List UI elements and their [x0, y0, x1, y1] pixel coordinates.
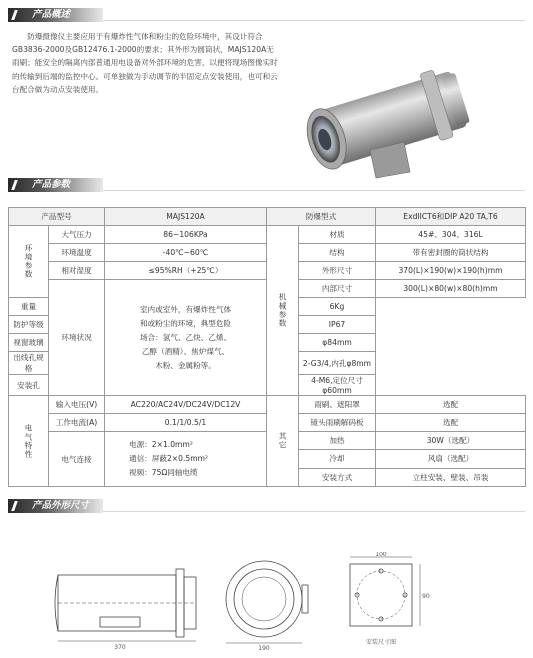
glass-value: φ84mm — [299, 334, 376, 352]
conn-line: 通信：屏蔽2×0.5mm² — [129, 454, 209, 463]
env-cond-line: 场合：氢气、乙炔、乙烯、 — [139, 332, 232, 342]
dims-section-header — [8, 499, 525, 513]
table-row — [9, 208, 526, 226]
dims-title: 产品外形尺寸 — [32, 500, 90, 511]
cable-label: 出线孔规格 — [9, 352, 49, 375]
temp-value: -40℃~60℃ — [105, 244, 267, 262]
overview-text-block — [12, 30, 280, 96]
current-value: 0.1/1/0.5/1 — [105, 414, 267, 432]
model-value: MAJS120A — [105, 208, 267, 226]
ip-label: 防护等级 — [9, 316, 49, 334]
weight-value: 6Kg — [299, 298, 376, 316]
mount-value: 4-M6,定位尺寸φ60mm — [299, 375, 376, 396]
structure-value: 带有密封圈的筒状结构 — [376, 244, 526, 262]
side-view-drawing — [50, 555, 210, 651]
install-label: 安装方式 — [299, 468, 376, 486]
env-cond-value — [105, 280, 267, 396]
env-group-label: 环境参数 — [9, 226, 49, 298]
temp-label: 环境温度 — [49, 244, 105, 262]
env-cond-label: 环境状况 — [49, 280, 105, 396]
conn-label: 电气连接 — [49, 432, 105, 487]
table-row — [9, 396, 526, 414]
conn-line: 视频：75Ω同轴电缆 — [129, 468, 198, 477]
heat-value: 30W（选配） — [376, 432, 526, 450]
mech-group-label: 机械参数 — [267, 226, 299, 396]
mount-dimension-drawing — [340, 552, 430, 656]
right-dim-label: 90 — [422, 593, 430, 600]
params-section-header — [8, 178, 525, 192]
side-dim-label: 370 — [114, 644, 126, 651]
camera-product-image — [292, 60, 492, 180]
env-cond-line: 木粉、金属粉等。 — [155, 360, 216, 370]
cool-value: 风扇（选配） — [376, 450, 526, 468]
cable-value: 2-G3/4,内孔φ8mm — [299, 352, 376, 375]
humidity-label: 相对湿度 — [49, 262, 105, 280]
wiper-value: 选配 — [376, 396, 526, 414]
conn-line: 电源：2×1.0mm² — [129, 440, 193, 449]
outer-label: 外形尺寸 — [299, 262, 376, 280]
env-cond-line: 和或粉尘的环境，典型危险 — [139, 318, 232, 328]
top-dim-label: 100 — [375, 552, 387, 558]
env-cond-line: 室内或室外，有爆炸性气体 — [139, 304, 232, 314]
ex-value: ExdIICT6和DIP A20 TA,T6 — [376, 208, 526, 226]
pressure-value: 86~106KPa — [105, 226, 267, 244]
front-dim-label: 190 — [258, 645, 270, 651]
conn-value — [105, 432, 267, 487]
overview-section-header — [8, 8, 525, 22]
elec-group-label: 电气特性 — [9, 396, 49, 487]
weight-label: 重量 — [9, 298, 49, 316]
model-label: 产品型号 — [9, 208, 105, 226]
current-label: 工作电流(A) — [49, 414, 105, 432]
voltage-value: AC220/AC24V/DC24V/DC12V — [105, 396, 267, 414]
env-cond-line: 乙醇（酒精）、焦炉煤气、 — [141, 346, 230, 356]
inner-label: 内部尺寸 — [299, 280, 376, 298]
outer-value: 370(L)×190(w)×190(h)mm — [376, 262, 526, 280]
mount-caption: 安装尺寸图 — [365, 639, 397, 646]
defrost-label: 镜头雨刷解码板 — [299, 414, 376, 432]
ex-label: 防爆型式 — [267, 208, 376, 226]
wiper-label: 雨刷、遮阳罩 — [299, 396, 376, 414]
defrost-value: 选配 — [376, 414, 526, 432]
material-label: 材质 — [299, 226, 376, 244]
install-value: 立柱安装、壁装、吊装 — [376, 468, 526, 486]
table-row — [9, 226, 526, 244]
front-view-drawing — [218, 555, 314, 651]
cool-label: 冷却 — [299, 450, 376, 468]
overview-title: 产品概述 — [32, 9, 71, 20]
structure-label: 结构 — [299, 244, 376, 262]
humidity-value: ≤95%RH（+25℃） — [105, 262, 267, 280]
material-value: 45#、304、316L — [376, 226, 526, 244]
params-title: 产品参数 — [32, 179, 71, 190]
inner-value: 300(L)×80(w)×80(h)mm — [376, 280, 526, 298]
other-group-label: 其它 — [267, 396, 299, 487]
glass-label: 视窗玻璃 — [9, 334, 49, 352]
overview-paragraph: 防爆摄像仪主要应用于有爆炸性气体和粉尘的危险环境中，其设计符合GB3836-2000及GB12476.1-2000的要求；其外形为圆筒状，MAJS120A无雨刷；能安全的隔离内部普通用电设备对外部环境的危害，以便将现场图像实时的传输到后端的监控中心。可单独做为手动调节的半固定点安装使用，也可和云台配合做为动点安装使用。 — [12, 32, 278, 94]
spec-table — [8, 207, 526, 487]
heat-label: 加热 — [299, 432, 376, 450]
ip-value: IP67 — [299, 316, 376, 334]
mount-label: 安装孔 — [9, 375, 49, 396]
pressure-label: 大气压力 — [49, 226, 105, 244]
voltage-label: 输入电压(V) — [49, 396, 105, 414]
